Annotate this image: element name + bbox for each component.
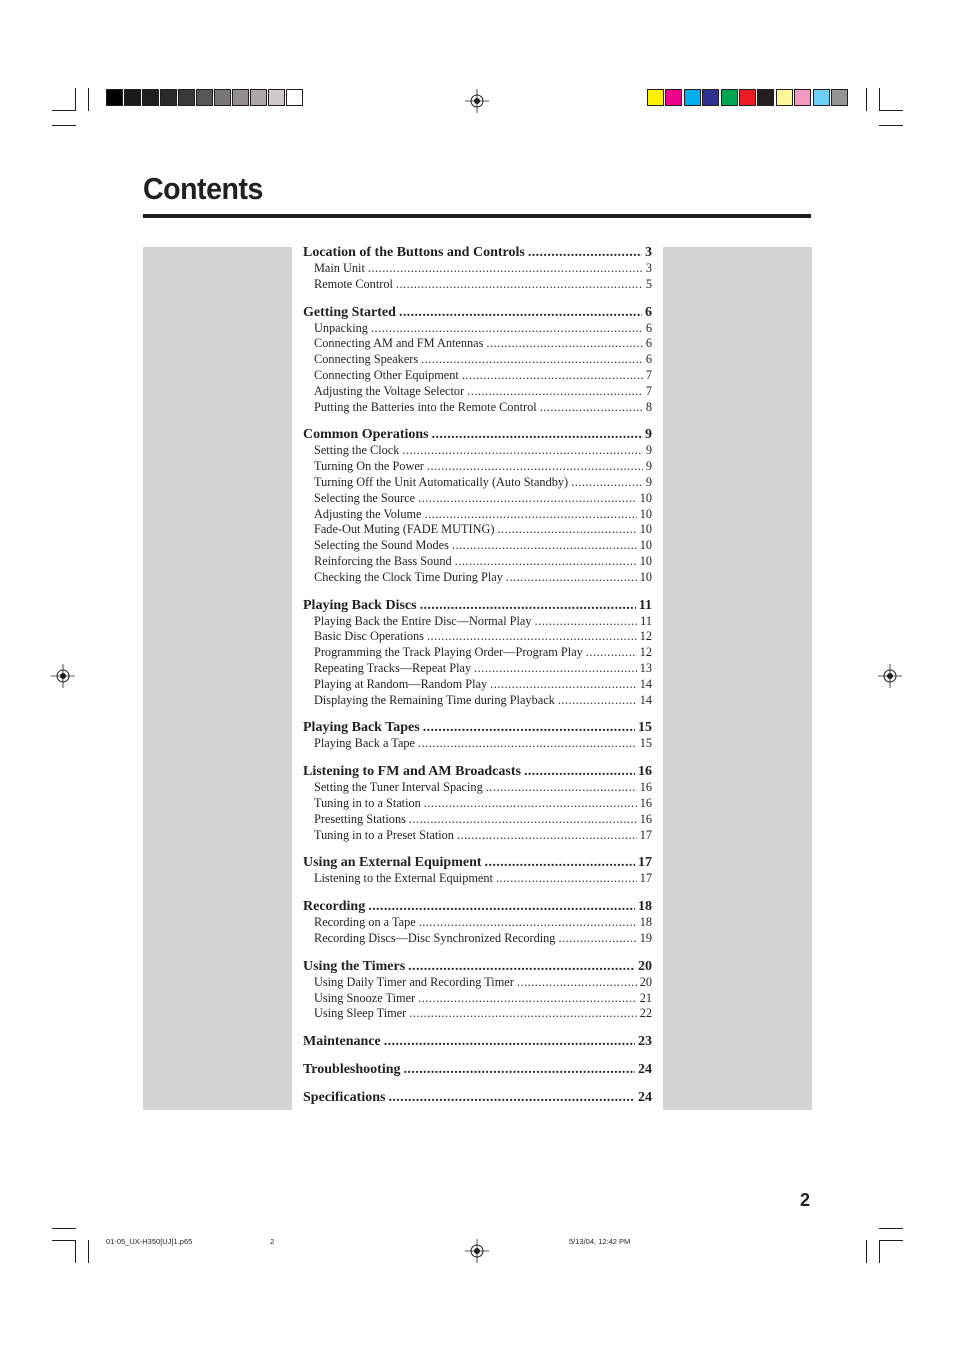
dot-leader (467, 384, 643, 400)
toc-entry-page: 20 (639, 974, 652, 989)
dot-leader (586, 645, 637, 661)
toc-entry-page: 6 (645, 336, 652, 351)
dot-leader (558, 693, 637, 709)
dot-leader (524, 763, 635, 780)
toc-entry (303, 368, 652, 384)
toc-section (303, 1033, 652, 1050)
gray-swatch (124, 89, 141, 106)
toc-section (303, 719, 652, 752)
toc-entry (303, 629, 652, 645)
color-swatch (739, 89, 756, 106)
dot-leader (371, 321, 643, 337)
color-swatch (665, 89, 682, 106)
toc-heading-page: 6 (645, 304, 652, 320)
registration-mark-top (465, 89, 489, 113)
toc-heading-page: 15 (638, 720, 652, 736)
color-swatch (776, 89, 793, 106)
toc-entry-label: Connecting AM and FM Antennas (314, 336, 484, 351)
toc-heading-label: Specifications (303, 1090, 386, 1106)
toc-entry (303, 796, 652, 812)
table-of-contents (303, 244, 652, 1117)
dot-leader (425, 507, 637, 523)
toc-entry-page: 10 (639, 569, 652, 584)
right-gray-panel (663, 247, 812, 1110)
dot-leader (421, 352, 643, 368)
toc-entry-page: 9 (645, 443, 652, 458)
dot-leader (432, 426, 642, 443)
toc-entry-page: 16 (639, 780, 652, 795)
toc-entry (303, 459, 652, 475)
toc-heading (303, 597, 652, 614)
toc-entry-label: Reinforcing the Bass Sound (314, 553, 452, 568)
toc-entry (303, 491, 652, 507)
dot-leader (540, 400, 643, 416)
toc-entry-page: 16 (639, 795, 652, 810)
toc-entry (303, 693, 652, 709)
gray-swatch (214, 89, 231, 106)
dot-leader (368, 261, 643, 277)
toc-heading-page: 20 (638, 958, 652, 974)
toc-entry-page: 6 (645, 320, 652, 335)
toc-entry-page: 11 (640, 613, 652, 628)
toc-heading-page: 16 (638, 764, 652, 780)
color-swatch (757, 89, 774, 106)
registration-mark-left (51, 664, 75, 688)
toc-entry-label: Setting the Clock (314, 443, 400, 458)
toc-entry (303, 991, 652, 1007)
toc-entry-label: Recording Discs—Disc Synchronized Recording (314, 930, 556, 945)
toc-entry-label: Repeating Tracks—Repeat Play (314, 660, 472, 675)
toc-entry-label: Using Sleep Timer (314, 1006, 407, 1021)
dot-leader (409, 812, 637, 828)
dot-leader (497, 522, 636, 538)
toc-entry-page: 10 (639, 553, 652, 568)
toc-entry-page: 10 (639, 522, 652, 537)
toc-entry-page: 17 (639, 827, 652, 842)
toc-heading-page: 17 (638, 855, 652, 871)
toc-entry-page: 10 (639, 538, 652, 553)
toc-entry (303, 443, 652, 459)
toc-entry (303, 507, 652, 523)
toc-entry-label: Tuning in to a Station (314, 795, 421, 810)
dot-leader (408, 958, 635, 975)
dot-leader (418, 491, 637, 507)
toc-entry-page: 7 (645, 383, 652, 398)
toc-entry-page: 5 (645, 276, 652, 291)
gray-swatch (232, 89, 249, 106)
toc-entry-label: Using Daily Timer and Recording Timer (314, 974, 514, 989)
toc-section (303, 244, 652, 293)
toc-heading-label: Common Operations (303, 427, 429, 443)
toc-entry-label: Adjusting the Volume (314, 506, 422, 521)
dot-leader (427, 629, 637, 645)
toc-entry-page: 16 (639, 811, 652, 826)
dot-leader (457, 828, 637, 844)
dot-leader (384, 1033, 635, 1050)
toc-entry-page: 21 (639, 990, 652, 1005)
toc-entry-page: 15 (639, 736, 652, 751)
toc-section (303, 854, 652, 887)
gray-swatch (160, 89, 177, 106)
dot-leader (424, 796, 637, 812)
toc-entry-label: Displaying the Remaining Time during Playback (314, 692, 555, 707)
dot-leader (423, 719, 635, 736)
toc-heading-label: Recording (303, 899, 366, 915)
gray-swatch (142, 89, 159, 106)
left-gray-panel (143, 247, 292, 1110)
toc-entry (303, 538, 652, 554)
toc-section (303, 1061, 652, 1078)
toc-entry (303, 828, 652, 844)
dot-leader (418, 991, 637, 1007)
color-swatch (831, 89, 848, 106)
toc-entry-label: Fade-Out Muting (FADE MUTING) (314, 522, 495, 537)
footer-page: 2 (270, 1237, 275, 1246)
toc-heading (303, 304, 652, 321)
toc-heading-label: Using an External Equipment (303, 855, 482, 871)
color-swatch (702, 89, 719, 106)
toc-heading (303, 244, 652, 261)
dot-leader (396, 277, 643, 293)
toc-heading-label: Listening to FM and AM Broadcasts (303, 764, 521, 780)
toc-entry-page: 3 (645, 261, 652, 275)
dot-leader (506, 570, 637, 586)
toc-entry-label: Selecting the Source (314, 490, 416, 505)
toc-section (303, 597, 652, 709)
toc-heading-label: Troubleshooting (303, 1062, 401, 1078)
toc-heading-page: 11 (638, 597, 652, 613)
gray-swatch (268, 89, 285, 106)
toc-entry (303, 975, 652, 991)
dot-leader (535, 614, 638, 630)
toc-entry-label: Recording on a Tape (314, 915, 416, 930)
toc-entry (303, 570, 652, 586)
toc-entry-label: Unpacking (314, 320, 368, 335)
toc-heading-label: Maintenance (303, 1034, 381, 1050)
toc-entry (303, 475, 652, 491)
toc-entry-page: 14 (639, 676, 652, 691)
gray-swatch (196, 89, 213, 106)
toc-heading-page: 24 (638, 1090, 652, 1106)
color-swatch (647, 89, 664, 106)
registration-mark-bottom (465, 1239, 489, 1263)
toc-entry-label: Listening to the External Equipment (314, 871, 493, 886)
toc-entry-label: Playing Back the Entire Disc—Normal Play (314, 613, 532, 628)
toc-entry-page: 10 (639, 490, 652, 505)
toc-heading-label: Playing Back Discs (303, 597, 417, 613)
dot-leader (409, 1006, 636, 1022)
toc-entry-page: 9 (645, 459, 652, 474)
toc-entry-page: 10 (639, 506, 652, 521)
toc-entry-page: 17 (639, 871, 652, 886)
color-swatch (721, 89, 738, 106)
toc-heading (303, 1061, 652, 1078)
toc-section (303, 898, 652, 947)
title-rule (143, 214, 811, 218)
toc-entry (303, 554, 652, 570)
toc-heading (303, 426, 652, 443)
dot-leader (402, 443, 642, 459)
toc-heading-label: Getting Started (303, 304, 396, 320)
toc-entry (303, 812, 652, 828)
footer-filename: 01-05_UX-H350[UJ]1.p65 (106, 1237, 193, 1246)
dot-leader (404, 1061, 635, 1078)
toc-heading-label: Location of the Buttons and Controls (303, 245, 525, 260)
toc-section (303, 958, 652, 1022)
toc-entry-page: 13 (639, 660, 652, 675)
dot-leader (418, 736, 637, 752)
page-title: Contents (143, 171, 263, 206)
toc-entry-page: 14 (639, 692, 652, 707)
dot-leader (399, 304, 642, 321)
dot-leader (474, 661, 637, 677)
toc-heading (303, 763, 652, 780)
dot-leader (486, 780, 637, 796)
page-number: 2 (800, 1190, 811, 1210)
toc-entry (303, 931, 652, 947)
toc-section (303, 304, 652, 416)
toc-entry-label: Adjusting the Voltage Selector (314, 383, 465, 398)
toc-heading-label: Using the Timers (303, 958, 406, 974)
toc-heading-page: 9 (645, 427, 652, 443)
toc-entry-label: Putting the Batteries into the Remote Control (314, 399, 537, 414)
toc-entry (303, 321, 652, 337)
toc-entry-label: Playing at Random—Random Play (314, 676, 488, 691)
toc-entry-page: 18 (639, 915, 652, 930)
toc-heading (303, 719, 652, 736)
toc-heading (303, 1089, 652, 1106)
toc-entry-page: 9 (645, 474, 652, 489)
dot-leader (452, 538, 637, 554)
toc-heading-page: 3 (645, 245, 652, 260)
footer-datetime: 5/13/04, 12:42 PM (569, 1237, 631, 1246)
toc-entry (303, 336, 652, 352)
toc-entry (303, 871, 652, 887)
toc-heading-page: 23 (638, 1034, 652, 1050)
toc-entry-label: Main Unit (314, 261, 365, 275)
toc-entry-page: 8 (645, 399, 652, 414)
toc-entry-label: Turning On the Power (314, 459, 424, 474)
toc-heading (303, 898, 652, 915)
dot-leader (496, 871, 637, 887)
dot-leader (558, 931, 636, 947)
toc-entry-label: Remote Control (314, 276, 393, 291)
toc-entry (303, 677, 652, 693)
toc-entry (303, 522, 652, 538)
toc-heading-page: 18 (638, 899, 652, 915)
toc-heading-label: Playing Back Tapes (303, 720, 420, 736)
toc-entry (303, 915, 652, 931)
registration-mark-right (878, 664, 902, 688)
toc-entry (303, 261, 652, 277)
toc-entry-label: Basic Disc Operations (314, 629, 424, 644)
toc-entry-page: 22 (639, 1006, 652, 1021)
toc-entry-label: Presetting Stations (314, 811, 406, 826)
toc-entry-label: Connecting Speakers (314, 352, 419, 367)
gray-swatch (250, 89, 267, 106)
gray-swatch (286, 89, 303, 106)
toc-entry (303, 614, 652, 630)
toc-entry-label: Setting the Tuner Interval Spacing (314, 780, 483, 795)
toc-entry-page: 7 (645, 367, 652, 382)
toc-entry (303, 661, 652, 677)
toc-entry-page: 6 (645, 352, 652, 367)
toc-entry-label: Connecting Other Equipment (314, 367, 459, 382)
toc-entry-label: Checking the Clock Time During Play (314, 569, 503, 584)
gray-swatch (106, 89, 123, 106)
dot-leader (462, 368, 643, 384)
toc-entry-label: Selecting the Sound Modes (314, 538, 449, 553)
dot-leader (420, 597, 636, 614)
toc-heading (303, 1033, 652, 1050)
dot-leader (490, 677, 637, 693)
dot-leader (368, 898, 635, 915)
dot-leader (419, 915, 637, 931)
dot-leader (571, 475, 643, 491)
dot-leader (455, 554, 637, 570)
toc-entry (303, 780, 652, 796)
toc-entry (303, 277, 652, 293)
color-swatch (684, 89, 701, 106)
toc-entry-label: Programming the Track Playing Order—Program Play (314, 645, 583, 660)
dot-leader (486, 336, 642, 352)
toc-entry-page: 12 (639, 629, 652, 644)
toc-entry-label: Turning Off the Unit Automatically (Auto Standby) (314, 474, 569, 489)
toc-entry-page: 19 (639, 930, 652, 945)
toc-section (303, 763, 652, 843)
toc-entry-page: 12 (639, 645, 652, 660)
dot-leader (388, 1089, 635, 1106)
toc-entry (303, 736, 652, 752)
toc-entry-label: Using Snooze Timer (314, 990, 416, 1005)
dot-leader (485, 854, 635, 871)
toc-entry (303, 384, 652, 400)
toc-section (303, 426, 652, 585)
toc-entry (303, 400, 652, 416)
toc-entry-label: Tuning in to a Preset Station (314, 827, 454, 842)
color-swatch (813, 89, 830, 106)
dot-leader (517, 975, 637, 991)
color-swatch (794, 89, 811, 106)
toc-entry (303, 352, 652, 368)
toc-heading-page: 24 (638, 1062, 652, 1078)
gray-swatch (178, 89, 195, 106)
toc-heading (303, 854, 652, 871)
toc-entry (303, 645, 652, 661)
dot-leader (528, 244, 642, 261)
toc-entry-label: Playing Back a Tape (314, 736, 416, 751)
toc-heading (303, 958, 652, 975)
toc-entry (303, 1006, 652, 1022)
toc-section (303, 1089, 652, 1106)
dot-leader (427, 459, 643, 475)
